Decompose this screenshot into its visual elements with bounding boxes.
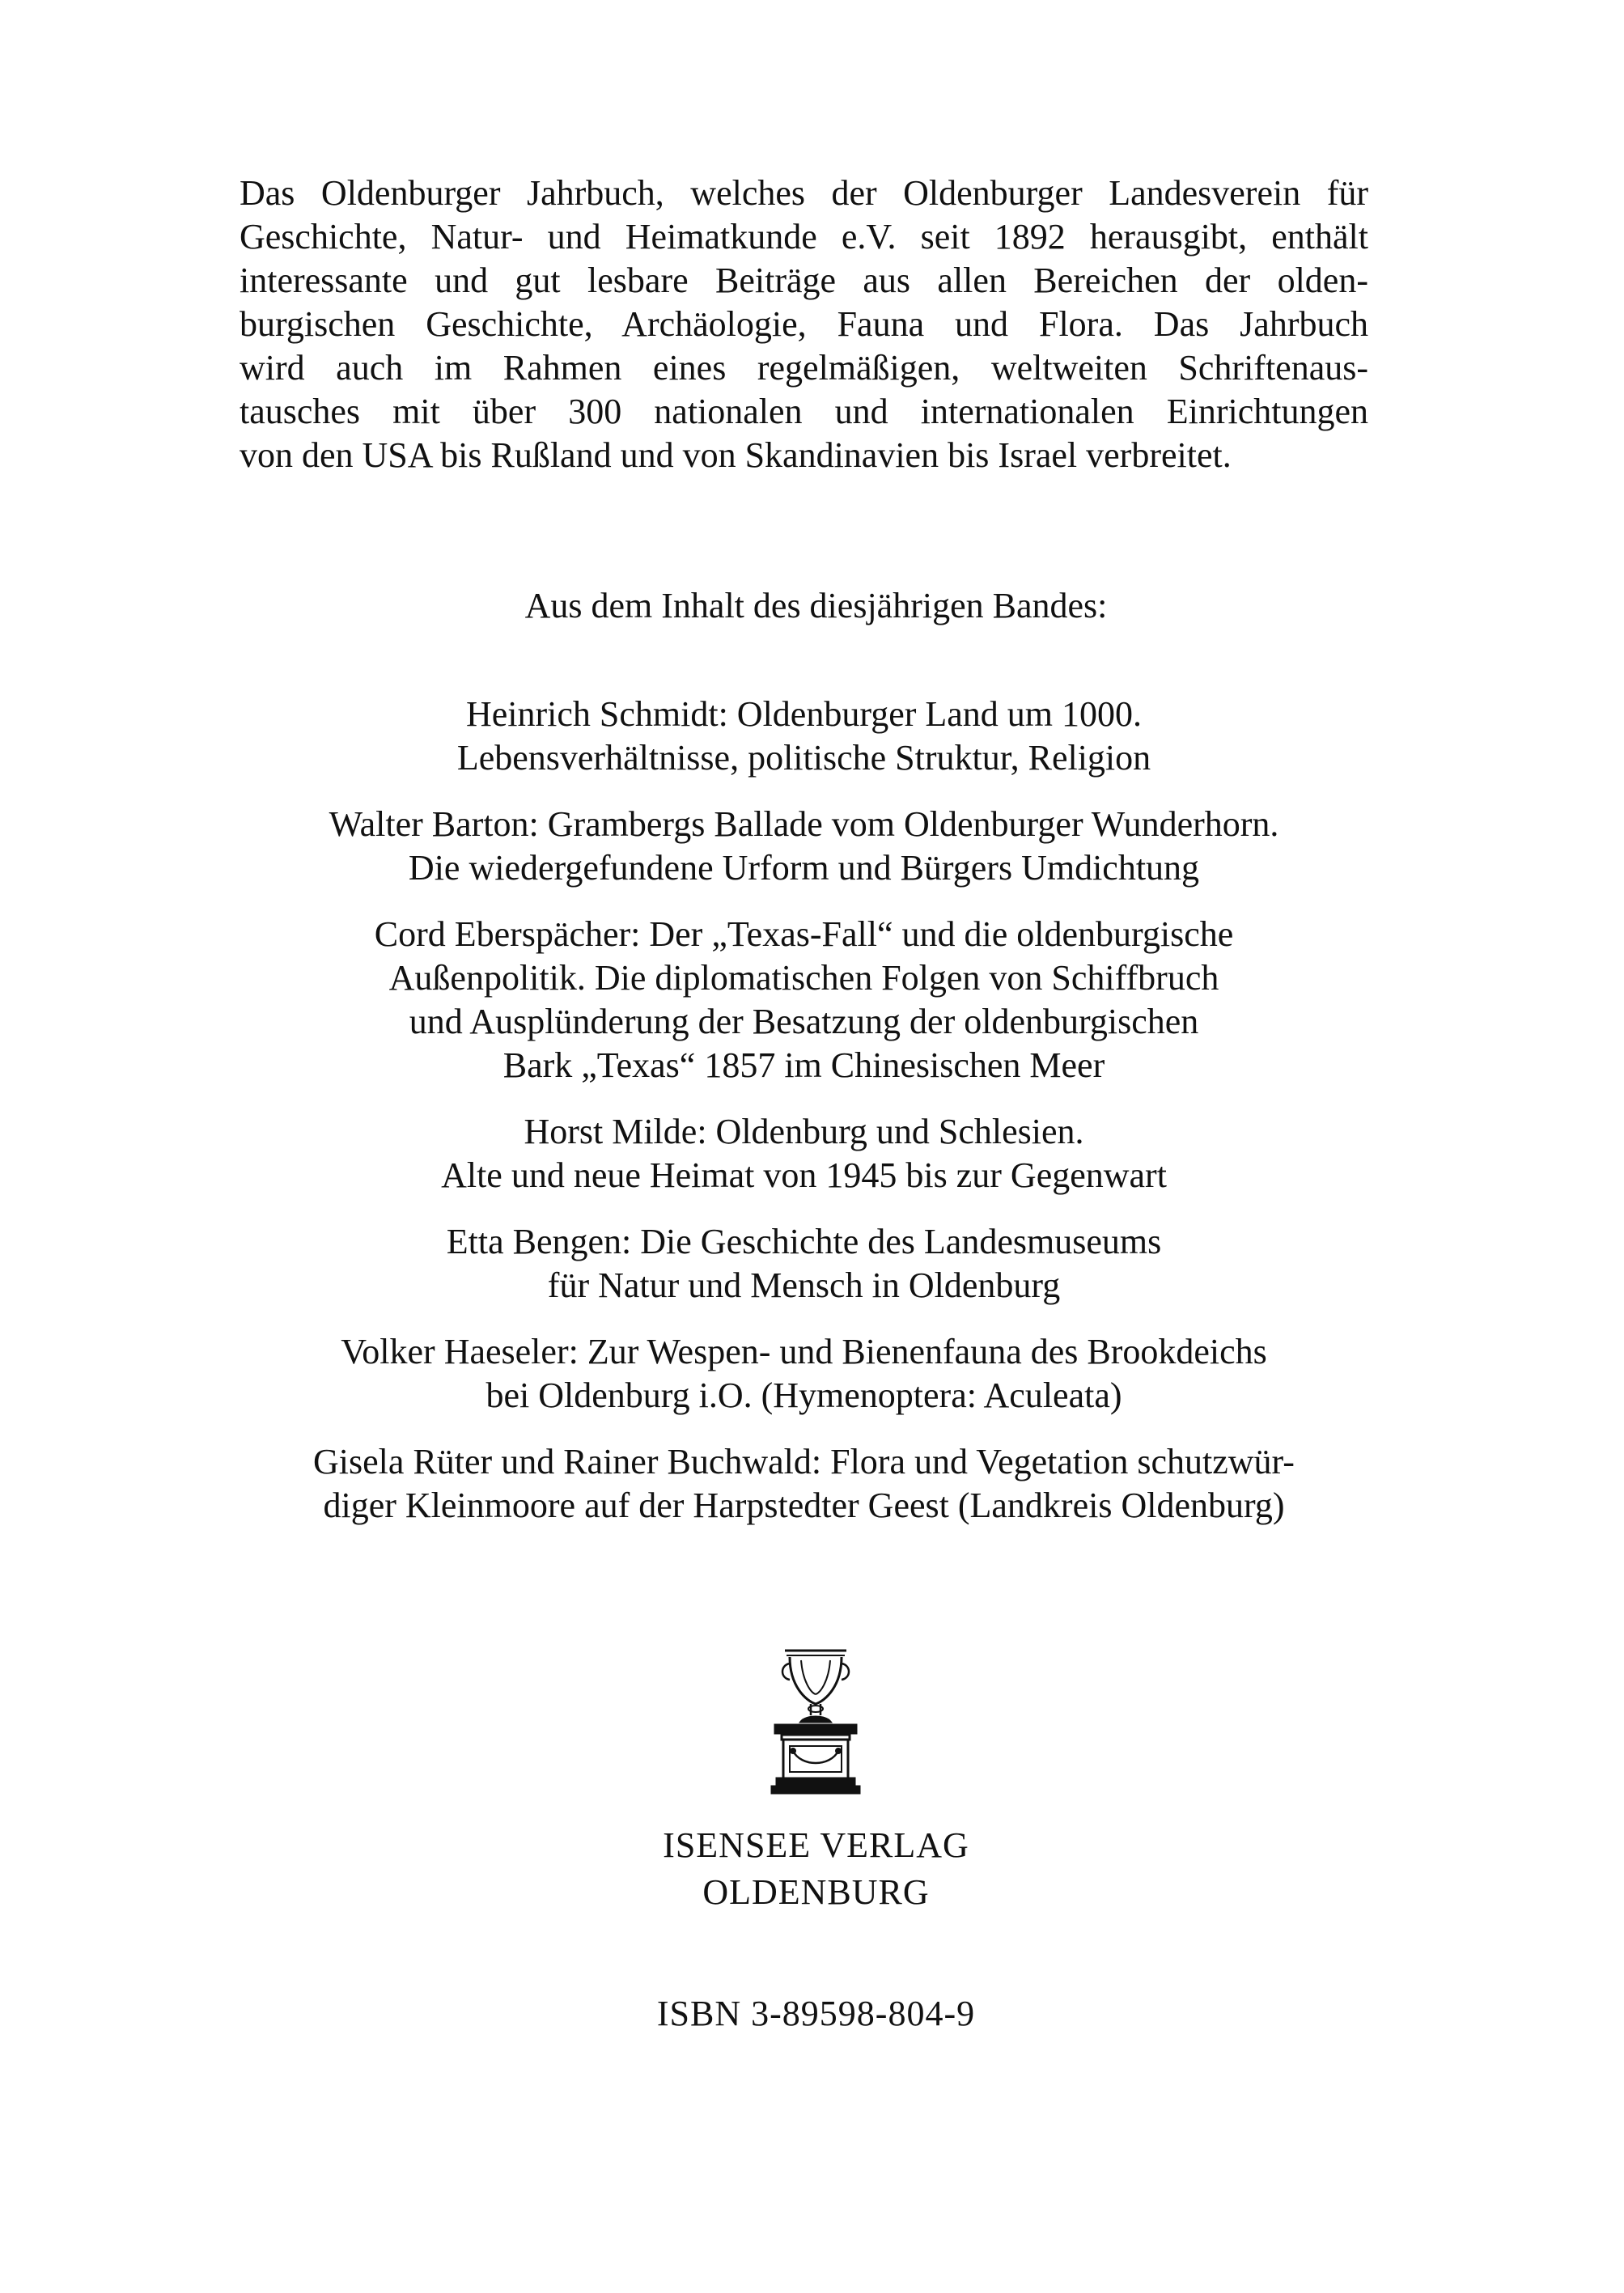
contents-entry <box>240 693 1368 780</box>
entry-line: Walter Barton: Grambergs Ballade vom Oldenburger Wunderhorn. <box>329 804 1279 844</box>
entry-line: Etta Bengen: Die Geschichte des Landesmuseums <box>446 1222 1162 1261</box>
contents-entry <box>240 1440 1368 1528</box>
publisher-city: OLDENBURG <box>702 1872 930 1912</box>
entry-line: Cord Eberspächer: Der „Texas-Fall“ und die oldenburgische <box>374 914 1234 954</box>
contents-entry <box>240 1330 1368 1418</box>
intro-line: wird auch im Rahmen eines regelmäßigen, weltweiten Schriftenaus- <box>240 348 1368 388</box>
contents-heading: Aus dem Inhalt des diesjährigen Bandes: <box>524 586 1108 625</box>
entry-line: Alte und neue Heimat von 1945 bis zur Gegenwart <box>441 1155 1167 1195</box>
intro-line: interessante und gut lesbare Beiträge aus allen Bereichen der olden- <box>240 261 1368 300</box>
entry-line: diger Kleinmoore auf der Harpstedter Geest (Landkreis Oldenburg) <box>323 1486 1285 1525</box>
intro-line: von den USA bis Rußland und von Skandinavien bis Israel verbreitet. <box>240 435 1232 475</box>
contents-entry <box>240 1110 1368 1197</box>
intro-line: tausches mit über 300 nationalen und internationalen Einrichtungen <box>240 392 1368 431</box>
entry-line: Bark „Texas“ 1857 im Chinesischen Meer <box>502 1045 1105 1085</box>
entry-line: Heinrich Schmidt: Oldenburger Land um 1000. <box>465 694 1143 734</box>
intro-line: Das Oldenburger Jahrbuch, welches der Oldenburger Landesverein für <box>240 173 1368 213</box>
publisher-name: ISENSEE VERLAG <box>663 1825 969 1865</box>
intro-line: burgischen Geschichte, Archäologie, Fauna und Flora. Das Jahrbuch <box>240 304 1368 344</box>
contents-entry <box>240 1220 1368 1308</box>
isbn: ISBN 3-89598-804-9 <box>656 1994 976 2033</box>
contents-list <box>240 693 1368 1550</box>
entry-line: Gisela Rüter und Rainer Buchwald: Flora und Vegetation schutzwür- <box>313 1442 1295 1481</box>
urn-pedestal-icon <box>765 1644 866 1795</box>
publisher-block <box>0 1822 1624 1916</box>
entry-line: Lebensverhältnisse, politische Struktur, Religion <box>456 738 1151 778</box>
contents-entry <box>240 803 1368 890</box>
entry-line: Außenpolitik. Die diplomatischen Folgen von Schiffbruch <box>388 958 1219 998</box>
entry-line: Die wiedergefundene Urform und Bürgers Umdichtung <box>408 848 1200 888</box>
entry-line: bei Oldenburg i.O. (Hymenoptera: Aculeata) <box>486 1375 1122 1415</box>
contents-entry <box>240 913 1368 1087</box>
entry-line: Horst Milde: Oldenburg und Schlesien. <box>524 1112 1084 1151</box>
intro-paragraph <box>240 172 1368 477</box>
entry-line: und Ausplünderung der Besatzung der oldenburgischen <box>409 1002 1199 1041</box>
intro-line: Geschichte, Natur- und Heimatkunde e.V. seit 1892 herausgibt, enthält <box>240 217 1368 256</box>
entry-line: Volker Haeseler: Zur Wespen- und Bienenfauna des Brookdeichs <box>341 1332 1267 1371</box>
entry-line: für Natur und Mensch in Oldenburg <box>547 1265 1061 1305</box>
